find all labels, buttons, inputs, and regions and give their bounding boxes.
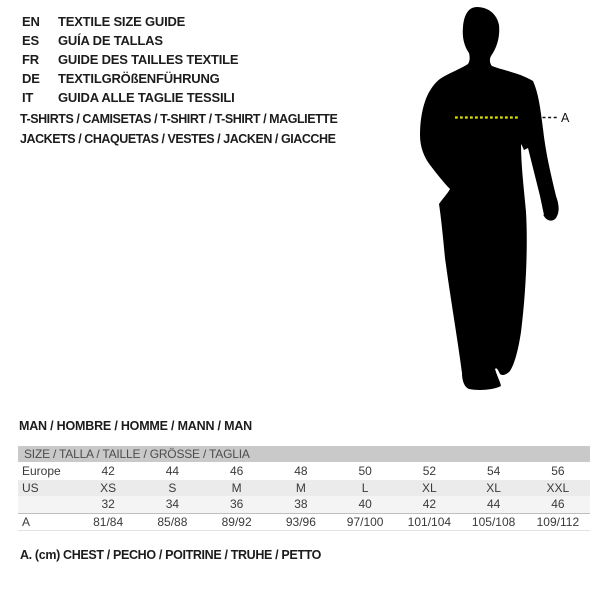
size-cell: 38	[294, 497, 308, 511]
lang-code: EN	[22, 14, 40, 29]
lang-row-es	[22, 31, 238, 50]
garment-categories	[20, 109, 337, 149]
size-cell: 36	[229, 497, 244, 511]
size-cell: 44	[165, 464, 180, 478]
size-cell: 85/88	[157, 514, 188, 529]
category-tshirts: T-SHIRTS / CAMISETAS / T-SHIRT / T-SHIRT / MAGLIETTE	[20, 112, 338, 126]
size-cell: 97/100	[346, 514, 384, 529]
left-waist-gap	[422, 166, 437, 206]
lang-row-en	[22, 12, 238, 31]
lang-label: TEXTILE SIZE GUIDE	[58, 14, 186, 29]
row-label: US	[22, 480, 39, 495]
size-cell: 105/108	[471, 514, 516, 529]
chest-marker-label: A	[561, 111, 570, 125]
size-cell: 32	[101, 497, 115, 511]
size-table-header: SIZE / TALLA / TAILLE / GRÖSSE / TAGLIA	[18, 446, 590, 462]
size-cell: M	[231, 480, 242, 495]
size-cell: M	[295, 480, 306, 495]
lang-label: GUÍA DE TALLAS	[58, 33, 163, 48]
row-label: A	[22, 514, 31, 529]
size-cell: 48	[294, 464, 308, 478]
table-row-us	[18, 480, 590, 497]
size-cell: 54	[486, 464, 501, 478]
size-cell: XS	[100, 480, 117, 495]
size-cell: L	[361, 480, 369, 495]
size-cell: XXL	[546, 480, 570, 495]
lang-row-it	[22, 88, 238, 107]
lang-row-de	[22, 69, 238, 88]
section-title-man: MAN / HOMBRE / HOMME / MANN / MAN	[19, 419, 252, 433]
table-row-chest-cm	[18, 513, 590, 531]
size-cell: XL	[486, 480, 501, 495]
language-title-list	[22, 12, 238, 107]
table-row-numeric	[18, 496, 590, 513]
size-cell: XL	[422, 480, 437, 495]
size-cell: 109/112	[536, 514, 580, 529]
row-label: Europe	[22, 464, 61, 478]
size-table	[18, 446, 590, 531]
measurement-footnote: A. (cm) CHEST / PECHO / POITRINE / TRUHE / PETTO	[20, 548, 322, 562]
size-cell: 44	[486, 497, 501, 511]
lang-code: IT	[22, 90, 34, 105]
lang-label: GUIDE DES TAILLES TEXTILE	[58, 52, 239, 67]
size-cell: S	[168, 480, 177, 495]
size-cell: 93/96	[285, 514, 316, 529]
category-jackets: JACKETS / CHAQUETAS / VESTES / JACKEN / GIACCHE	[20, 132, 336, 146]
size-cell: 40	[358, 497, 372, 511]
table-row-europe	[18, 463, 590, 480]
size-cell: 34	[165, 497, 180, 511]
lang-code: FR	[22, 52, 39, 67]
lang-code: DE	[22, 71, 40, 86]
size-cell: 42	[422, 497, 437, 511]
man-silhouette	[405, 0, 600, 400]
size-cell: 56	[551, 464, 565, 478]
size-cell: 50	[358, 464, 372, 478]
size-cell: 52	[422, 464, 437, 478]
size-table-rows	[18, 463, 590, 531]
size-cell: 89/92	[221, 514, 252, 529]
size-cell: 42	[101, 464, 115, 478]
lang-label: GUIDA ALLE TAGLIE TESSILI	[58, 90, 235, 105]
lang-row-fr	[22, 50, 238, 69]
size-cell: 101/104	[407, 514, 452, 529]
size-cell: 46	[229, 464, 244, 478]
size-cell: 81/84	[93, 514, 124, 529]
lang-label: TEXTILGRÖßENFÜHRUNG	[58, 71, 220, 86]
size-cell: 46	[551, 497, 565, 511]
lang-code: ES	[22, 33, 39, 48]
